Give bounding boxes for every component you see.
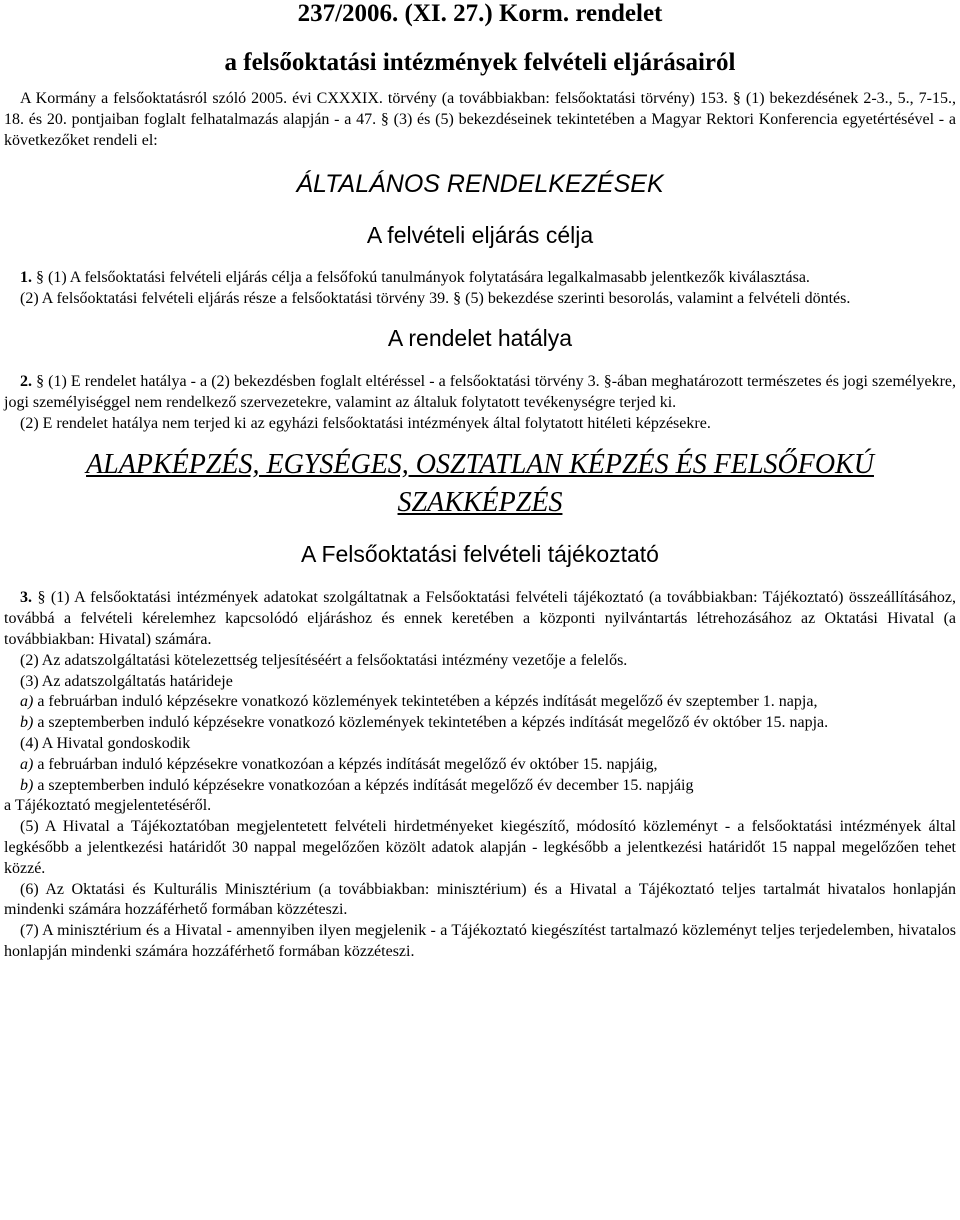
- section-number: 3.: [20, 589, 32, 607]
- document-page: [4, 0, 956, 963]
- part-heading-basic-training-line2: SZAKKÉPZÉS: [397, 487, 563, 519]
- preamble: A Kormány a felsőoktatásról szóló 2005. évi CXXXIX. törvény (a továbbiakban: felsőoktatási törvény) 153. § (1) bekezdésének 2-3., 5., 7-15., 18. és 20. pontjaiban foglalt felhatalmazás alapján - a 47. § (3) és (5) bekezdéseinek tekintetében a Magyar Rektori Konferencia egyetértésével - a következőket rendeli el:: [4, 90, 956, 149]
- section-heading-guide: A Felsőoktatási felvételi tájékoztató: [301, 541, 659, 568]
- section-3-paragraph-7: (7) A minisztérium és a Hivatal - amennyiben ilyen megjelenik - a Tájékoztató kiegészítést tartalmazó közleményt teljes terjedelemben, hivatalos honlapján mindenki számára hozzáférhető formában közzéteszi.: [4, 922, 956, 960]
- section-3-point-3a: a) a februárban induló képzésekre vonatkozó közlemények tekintetében a képzés indítását megelőző év szeptember 1. napja,: [20, 693, 818, 711]
- section-3-paragraph-6: (6) Az Oktatási és Kulturális Minisztérium (a továbbiakban: minisztérium) és a Hivatal a Tájékoztató teljes tartalmát hivatalos honlapján mindenki számára hozzáférhető formában közzéteszi.: [4, 880, 956, 919]
- section-1-paragraph-1: 1. § (1) A felsőoktatási felvételi eljárás célja a felsőfokú tanulmányok folytatására legalkalmasabb jelentkezők kiválasztása.: [20, 269, 810, 287]
- section-3-paragraph-5: (5) A Hivatal a Tájékoztatóban megjelentetett felvételi hirdetményeket kiegészítő, módosító közleményt - a felsőoktatási intézmények által legkésőbb a jelentkezési határidőt 30 nappal megelőzően közölt adatok alapján - legkésőbb a jelentkezési határidőt 15 nappal megelőzően tehet közzé.: [4, 818, 956, 877]
- section-2-paragraph-1: 2. § (1) E rendelet hatálya - a (2) bekezdésben foglalt eltéréssel - a felsőoktatási törvény 3. §-ában meghatározott természetes és jogi személyekre, jogi személyiséggel nem rendelkező szervezetekre, valamint az általuk folytatott tevékenységre terjed ki.: [4, 372, 956, 411]
- section-1-paragraph-2: (2) A felsőoktatási felvételi eljárás része a felsőoktatási törvény 39. § (5) bekezdése szerinti besorolás, valamint a felvételi döntés.: [20, 290, 851, 308]
- section-number: 1.: [20, 269, 32, 287]
- section-number: 2.: [20, 372, 32, 390]
- section-3-paragraph-3: (3) Az adatszolgáltatás határideje: [20, 672, 233, 690]
- section-2-paragraph-2: (2) E rendelet hatálya nem terjed ki az egyházi felsőoktatási intézmények által folytatott hitéleti képzésekre.: [20, 414, 711, 432]
- decree-subject: a felsőoktatási intézmények felvételi eljárásairól: [224, 49, 736, 76]
- section-3-point-4b: b) a szeptemberben induló képzésekre vonatkozóan a képzés indítását megelőző év december 15. napjáig: [20, 776, 694, 794]
- section-3-paragraph-1: 3. § (1) A felsőoktatási intézmények adatokat szolgáltatnak a Felsőoktatási felvételi tájékoztató (a továbbiakban: Tájékoztató) összeállításához, továbbá a felvételi kérelemhez kapcsolódó eljáráshoz és ennek keretében a központi nyilvántartás létrehozásához az Oktatási Hivatal (a továbbiakban: Hivatal) számára.: [4, 589, 957, 648]
- decree-title: 237/2006. (XI. 27.) Korm. rendelet: [297, 0, 663, 27]
- section-3-point-3b: b) a szeptemberben induló képzésekre vonatkozó közlemények tekintetében a képzés indítását megelőző év október 15. napja.: [20, 714, 829, 732]
- section-3-point-4a: a) a februárban induló képzésekre vonatkozóan a képzés indítását megelőző év október 15. napjáig,: [20, 755, 658, 773]
- section-3-paragraph-2: (2) Az adatszolgáltatási kötelezettség teljesítéséért a felsőoktatási intézmény vezetője a felelős.: [20, 651, 628, 669]
- section-3-paragraph-4: (4) A Hivatal gondoskodik: [20, 734, 191, 752]
- part-heading-general: ÁLTALÁNOS RENDELKEZÉSEK: [296, 170, 664, 199]
- section-3-paragraph-4-end: a Tájékoztató megjelentetéséről.: [4, 797, 212, 815]
- part-heading-basic-training-line1: ALAPKÉPZÉS, EGYSÉGES, OSZTATLAN KÉPZÉS ÉS FELSŐFOKÚ: [86, 449, 874, 481]
- section-heading-purpose: A felvételi eljárás célja: [366, 222, 594, 249]
- section-heading-scope: A rendelet hatálya: [387, 324, 573, 351]
